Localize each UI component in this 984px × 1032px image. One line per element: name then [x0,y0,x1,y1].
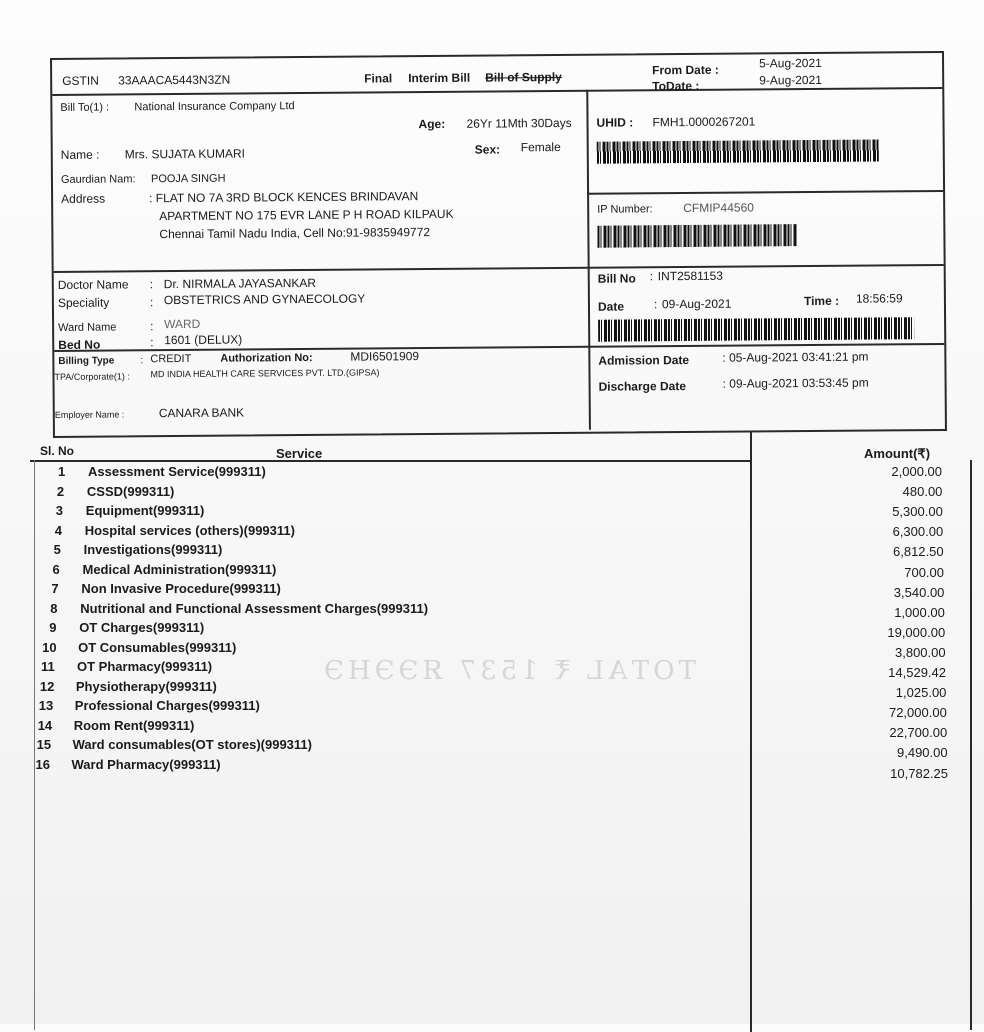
row-service: Professional Charges(999311) [74,698,260,713]
bill-header-box [50,51,947,438]
row-number: 8 [50,600,58,616]
doctor-label: Doctor Name [57,277,129,292]
from-date-label: From Date : [652,62,719,78]
row-number: 4 [54,522,62,538]
name-label: Name : [60,147,100,162]
sex-label: Sex: [474,142,501,157]
patient-name: Mrs. SUJATA KUMARI [124,146,246,162]
row-number: 10 [42,639,57,655]
row-service: Investigations(999311) [83,542,223,557]
row-amount: 5,300.00 [892,504,943,520]
ip-barcode [597,224,797,248]
row-amount: 72,000.00 [888,705,947,721]
doctor-name: Dr. NIRMALA JAYASANKAR [163,275,317,292]
row-number: 9 [49,620,57,635]
age-value: 26Yr 11Mth 30Days [466,115,572,131]
date-label: Date [597,299,625,314]
admission-date-label: Admission Date [598,352,690,368]
speciality-colon: : [149,295,154,310]
sex-value: Female [520,139,561,155]
bill-to-label: Bill To(1) : [60,101,110,114]
col-amount: Amount(₹) [864,446,931,461]
row-service: Ward consumables(OT stores)(999311) [72,737,312,752]
address-line-2: APARTMENT NO 175 EVR LANE P H ROAD KILPAUK [159,206,454,224]
employer-value: CANARA BANK [158,405,245,421]
row-number: 2 [56,483,65,499]
row-number: 16 [35,756,50,772]
bed-value: 1601 (DELUX) [164,332,243,348]
gstin-value: 33AAACA5443N3ZN [118,72,231,88]
authorization-label: Authorization No: [220,351,313,365]
row-number: 1 [58,464,66,479]
row-amount: 10,782.25 [890,765,948,781]
bill-kind-interim: Interim Bill [408,70,471,86]
row-service: Non Invasive Procedure(999311) [81,581,281,596]
row-service: Hospital services (others)(999311) [84,522,295,538]
billing-type-label: Billing Type [58,355,115,367]
bill-no-colon: : [649,269,654,284]
services-table [28,430,978,1030]
col-service: Service [276,446,323,461]
bed-colon: : [150,335,154,350]
ward-colon: : [150,319,154,334]
row-amount: 2,000.00 [891,464,942,479]
uhid-barcode [597,139,879,163]
uhid-label: UHID : [596,115,634,130]
faint-watermark: ТОТАL ₹ 1537 ЯЭЭНЭ [320,656,696,686]
tpa-label: TPA/Corporate(1) : [54,371,130,382]
row-service: OT Charges(999311) [79,620,205,635]
ward-value: WARD [164,316,201,332]
amount-list [772,430,952,1030]
tpa-value: MD INDIA HEALTH CARE SERVICES PVT. LTD.(GIPSA) [150,367,380,380]
divider [54,264,944,272]
right-border [970,460,972,1030]
address-line-3: Chennai Tamil Nadu India, Cell No:91-9835949772 [159,225,431,242]
bill-no-value: INT2581153 [657,268,723,284]
admission-date-value: : 05-Aug-2021 03:41:21 pm [722,349,869,365]
age-label: Age: [418,116,446,132]
discharge-date-label: Discharge Date [598,379,687,394]
bed-label: Bed No [58,337,101,352]
billing-type-colon: : [140,355,144,367]
row-number: 13 [38,698,54,713]
guardian-value: POOJA SINGH [150,172,226,186]
bill-no-label: Bill No [597,271,636,286]
row-service: Ward Pharmacy(999311) [71,756,221,772]
row-service: Equipment(999311) [85,503,205,518]
header-rule [30,460,752,462]
row-number: 14 [37,717,53,733]
discharge-date-value: : 09-Aug-2021 03:53:45 pm [722,375,869,391]
row-service: CSSD(999311) [86,483,175,499]
to-date-label: ToDate : [652,78,700,94]
row-amount: 6,812.50 [893,544,944,560]
row-number: 6 [52,561,60,577]
gstin-label: GSTIN [62,73,99,88]
bill-barcode [598,317,914,341]
divider [52,87,942,95]
row-amount: 22,700.00 [889,725,948,741]
guardian-label: Gaurdian Nam: [60,173,136,186]
row-service: OT Pharmacy(999311) [77,659,213,674]
row-amount: 3,800.00 [895,644,946,660]
doctor-colon: : [149,277,154,292]
row-amount: 700.00 [904,564,944,580]
bill-kind-final: Final [364,71,393,86]
time-label: Time : [803,293,840,309]
row-amount: 19,000.00 [887,624,946,640]
row-service: Medical Administration(999311) [82,561,277,577]
date-value: 09-Aug-2021 [661,296,732,312]
left-border [34,460,35,1030]
authorization-value: MDI6501909 [350,349,420,364]
divider [587,190,943,194]
row-service: Physiotherapy(999311) [75,678,217,694]
ward-label: Ward Name [58,321,117,334]
row-amount: 3,540.00 [893,584,945,600]
billing-type-value: CREDIT [150,352,192,366]
row-number: 3 [55,503,64,518]
divider [586,90,590,430]
row-service: Assessment Service(999311) [88,464,266,479]
address-label: Address [61,191,106,206]
uhid-value: FMH1.0000267201 [652,114,756,130]
row-amount: 1,025.00 [895,685,947,701]
row-amount: 480.00 [902,484,943,500]
row-service: Room Rent(999311) [73,717,195,733]
bill-of-supply: Bill of Supply [485,69,562,85]
date-colon: : [653,297,658,312]
employer-label: Employer Name : [54,409,125,420]
speciality-label: Speciality [57,295,110,310]
row-number: 12 [39,678,55,694]
row-amount: 9,490.00 [897,745,948,761]
ip-number-value: CFMIP44560 [683,200,754,216]
from-date: 5-Aug-2021 [759,55,822,71]
row-number: 5 [53,542,61,557]
row-amount: 14,529.42 [888,665,946,680]
row-number: 11 [41,659,55,674]
address-line-1: : FLAT NO 7A 3RD BLOCK KENCES BRINDAVAN [149,189,419,206]
row-number: 7 [51,581,59,596]
row-amount: 1,000.00 [894,604,945,620]
row-number: 15 [36,737,52,752]
to-date: 9-Aug-2021 [759,72,822,88]
speciality-value: OBSTETRICS AND GYNAECOLOGY [163,291,366,308]
ip-number-label: IP Number: [597,203,653,216]
bill-to-value: National Insurance Company Ltd [134,100,295,114]
col-sl-no: Sl. No [40,444,75,458]
amount-column-divider [750,432,752,1032]
row-service: Nutritional and Functional Assessment Charges(999311) [80,600,429,616]
time-value: 18:56:59 [855,291,903,306]
row-service: OT Consumables(999311) [78,639,237,655]
row-amount: 6,300.00 [892,524,944,540]
